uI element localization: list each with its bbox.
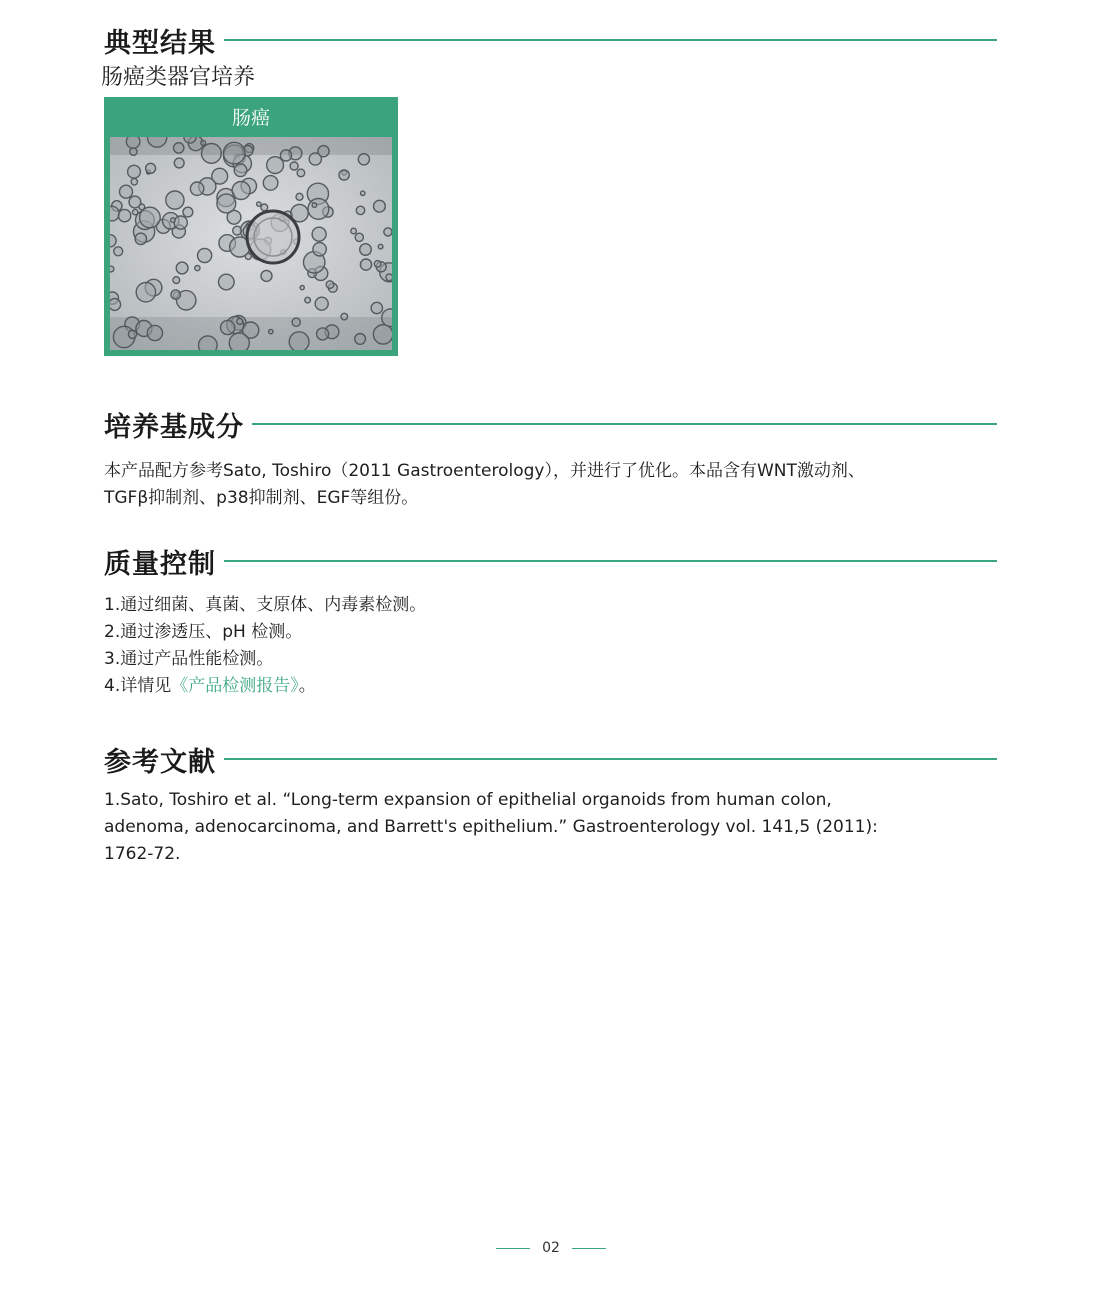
- organoid-cell: [358, 154, 369, 165]
- medium-description: [104, 458, 984, 512]
- organoid-cell: [315, 297, 328, 310]
- organoid-cell: [110, 206, 119, 221]
- organoid-cell: [118, 209, 130, 221]
- footer-rule-left: [496, 1248, 530, 1249]
- organoid-cell: [171, 218, 176, 223]
- section-header-references: [104, 739, 997, 779]
- qc-list: [104, 592, 984, 700]
- organoid-cell: [128, 165, 141, 178]
- organoid-cell: [267, 157, 284, 174]
- organoid-cell: [166, 191, 184, 209]
- page-number: 02: [542, 1240, 560, 1256]
- organoid-cell: [308, 199, 329, 220]
- section-title-references: 参考文献: [104, 746, 216, 778]
- organoid-cell: [173, 277, 180, 284]
- reference-line: 1.Sato, Toshiro et al. “Long-term expansion of epithelial organoids from human colon,: [104, 790, 832, 810]
- section-divider: [252, 423, 997, 425]
- organoid-micrograph: [110, 137, 392, 350]
- organoid-cell: [233, 226, 242, 235]
- organoid-cell: [312, 203, 317, 208]
- organoid-cell: [356, 206, 364, 214]
- organoid-figure: [104, 97, 398, 356]
- footer-rule-right: [572, 1248, 606, 1249]
- organoid-cell: [190, 182, 203, 195]
- organoid-cell: [131, 179, 137, 185]
- report-link[interactable]: 《产品检测报告》: [171, 676, 299, 696]
- organoid-cell: [351, 228, 357, 234]
- organoid-cell: [371, 302, 382, 313]
- organoid-cell: [174, 216, 187, 229]
- organoid-cell: [312, 227, 326, 241]
- organoid-cell: [110, 266, 114, 272]
- organoid-cell: [110, 235, 116, 247]
- organoid-cell: [290, 162, 298, 170]
- organoid-cell: [171, 290, 180, 299]
- qc-item: 2.通过渗透压、pH 检测。: [104, 622, 303, 642]
- qc-item: 1.通过细菌、真菌、支原体、内毒素检测。: [104, 595, 427, 615]
- organoid-cell: [176, 262, 188, 274]
- section-header-results: [104, 20, 997, 60]
- organoid-cell: [384, 228, 392, 236]
- organoid-cell: [263, 176, 278, 191]
- organoid-cell: [257, 202, 261, 206]
- qc-item: 3.通过产品性能检测。: [104, 649, 274, 669]
- organoid-cell: [174, 158, 184, 168]
- organoid-cell: [198, 248, 212, 262]
- organoid-cell: [234, 164, 247, 177]
- organoid-cell: [326, 281, 334, 289]
- reference-line: adenoma, adenocarcinoma, and Barrett's epithelium.” Gastroenterology vol. 141,5 (2011):: [104, 817, 878, 837]
- reference-line: 1762-72.: [104, 844, 181, 864]
- section-title-results: 典型结果: [104, 27, 216, 59]
- organoid-cell: [219, 274, 235, 290]
- organoid-cell: [232, 182, 250, 200]
- organoid-cell: [195, 266, 200, 271]
- organoid-cell: [261, 204, 268, 211]
- organoid-cell: [360, 259, 371, 270]
- organoid-cell: [114, 247, 123, 256]
- section-divider: [224, 560, 997, 562]
- organoid-cell: [296, 193, 303, 200]
- qc-item4-suffix: 。: [298, 676, 316, 696]
- organoid-cell: [183, 207, 193, 217]
- medium-line: TGFβ抑制剂、p38抑制剂、EGF等组份。: [104, 488, 419, 508]
- organoid-cell: [217, 194, 236, 213]
- organoid-cell: [297, 169, 305, 177]
- organoid-cell: [261, 270, 272, 281]
- organoid-cell: [136, 283, 155, 302]
- organoid-cell: [110, 299, 121, 311]
- section-divider: [224, 758, 997, 760]
- organoid-cell: [146, 163, 156, 173]
- organoid-cell: [374, 200, 386, 212]
- reference-entry: [104, 787, 984, 868]
- page-footer: [0, 1236, 1102, 1260]
- organoid-cell: [313, 243, 326, 256]
- organoid-cell: [355, 233, 363, 241]
- organoid-cell: [305, 297, 311, 303]
- section-header-qc: [104, 541, 997, 581]
- figure-label: 肠癌: [231, 107, 270, 129]
- organoid-cell: [361, 191, 365, 195]
- organoid-cell: [139, 204, 145, 210]
- organoid-cell: [339, 170, 349, 180]
- organoid-cell: [135, 233, 146, 244]
- section-title-medium: 培养基成分: [104, 411, 244, 443]
- medium-line: 本产品配方参考Sato, Toshiro（2011 Gastroenterology），并进行了优化。本品含有WNT激动剂、: [104, 461, 865, 481]
- organoid-cell: [120, 185, 133, 198]
- qc-item: [104, 673, 984, 700]
- organoid-cell: [360, 244, 372, 256]
- organoid-cell: [386, 274, 392, 281]
- section-title-qc: 质量控制: [104, 548, 216, 580]
- qc-item4-prefix: 4.详情见: [104, 676, 172, 696]
- section-header-medium: [104, 404, 997, 444]
- organoid-cell: [300, 286, 304, 290]
- results-subtitle: 肠癌类器官培养: [101, 65, 256, 90]
- organoid-cell: [374, 261, 381, 268]
- section-divider: [224, 39, 997, 41]
- organoid-cell: [378, 244, 383, 249]
- organoid-cell: [133, 209, 138, 214]
